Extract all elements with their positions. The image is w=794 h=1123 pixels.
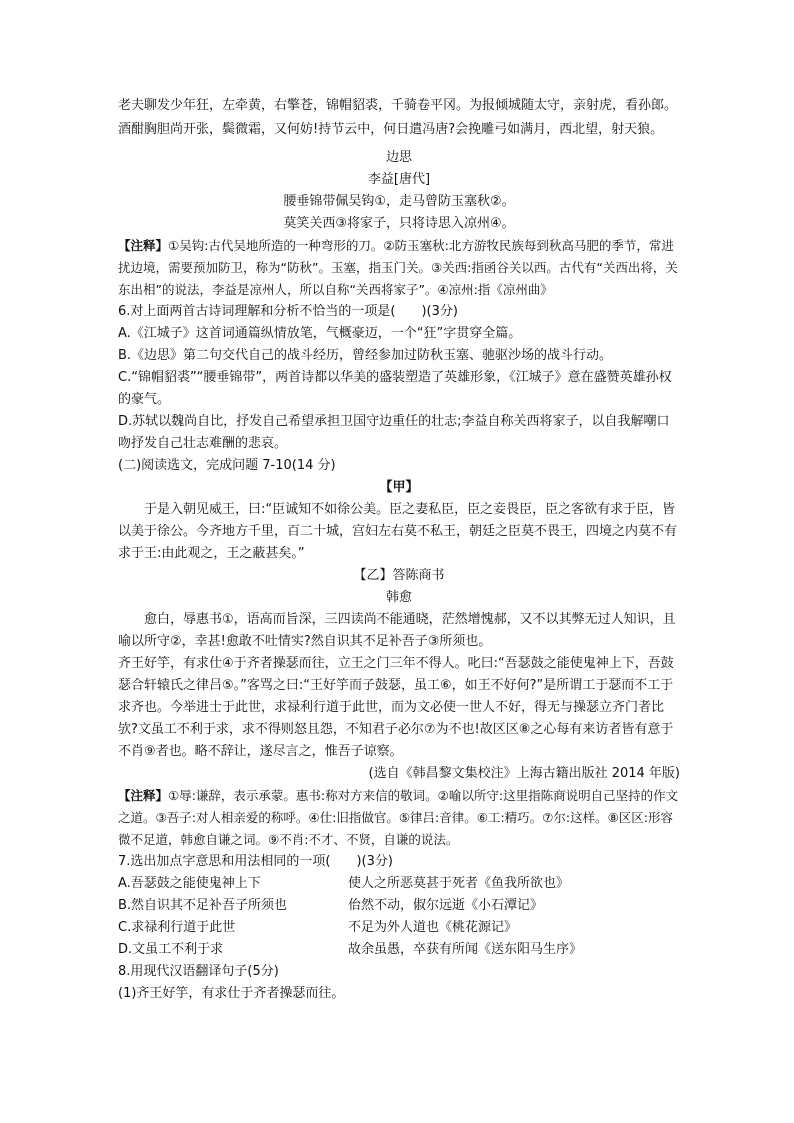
poem2-title: 边思 xyxy=(385,150,412,165)
note2 xyxy=(118,785,680,851)
q6-option-c: C.“锦帽貂裘”“腰垂锦带”，两首诗都以华美的盛装塑造了英雄形象，《江城子》意在盛赞英雄孙权的豪气。 xyxy=(118,370,672,407)
note1-text: ①吴钩:古代吴地所造的一种弯形的刀。②防玉塞秋:北方游牧民族每到秋高马肥的季节，常进扰边境，需要预加防卫，称为“防秋”。玉塞，指玉门关。③关西:指函谷关以西。古代有“关西出将，关东出相”的说法，李益是凉州人，所以自称“关西将家子”。④凉州:指《凉州曲》 xyxy=(118,238,678,297)
q7-option-b xyxy=(118,895,680,917)
q7-option-d-right: 故余虽愚，卒获有所闻《送东阳马生序》 xyxy=(348,942,583,957)
q7-option-d-left: D.文虽工不利于求 xyxy=(118,942,224,957)
q7-option-d xyxy=(118,939,680,961)
q8-stem: 8.用现代汉语翻译句子(5分) xyxy=(118,964,279,979)
q7-option-b-left: B.然自识其不足补吾子所须也 xyxy=(118,898,288,913)
q7-option-a xyxy=(118,873,680,895)
note1-tag: 【注释】 xyxy=(118,238,169,253)
note1 xyxy=(118,235,680,301)
poem2-line1: 腰垂锦带佩吴钩①，走马曾防玉塞秋②。 xyxy=(283,194,515,209)
jia-text: 于是入朝见威王，曰:“臣诚知不如徐公美。臣之妻私臣，臣之妾畏臣，臣之客欲有求于臣，皆以美于徐公。今齐地方千里，百二十城，宫妇左右莫不私王，朝廷之臣莫不畏王，四境之内莫不有求于王:由此观之，王之蔽甚矣。” xyxy=(118,502,678,561)
q7-option-a-left: A.吾瑟鼓之能使鬼神上下 xyxy=(118,876,261,891)
note2-tag: 【注释】 xyxy=(118,788,169,803)
poem2-line2: 莫笑关西③将家子，只将诗思入凉州④。 xyxy=(283,216,515,231)
q8-item1: (1)齐王好竽，有求仕于齐者操瑟而往。 xyxy=(118,986,345,1001)
q6-option-a: A.《江城子》这首词通篇纵情放笔，气概豪迈，一个“狂”字贯穿全篇。 xyxy=(118,326,522,341)
q7-option-c-right: 不足为外人道也《桃花源记》 xyxy=(348,920,518,935)
q7-option-c-left: C.求禄利行道于此世 xyxy=(118,920,236,935)
document-content xyxy=(118,95,680,1005)
yi-paragraph-2: 齐王好竽，有求仕④于齐者操瑟而往，立王之门三年不得人。叱曰:“吾瑟鼓之能使鬼神上下，吾鼓瑟合轩辕氏之律吕⑤。”客骂之曰:“王好竽而子鼓瑟，虽工⑥，如王不好何?”是所谓工于瑟而不工于求齐也。今举进士于此世，求禄利行道于此世，而为文必使一世人不好，得无与操瑟立齐门者比欤?文虽工不利于求，求不得则怒且怨，不知君子必尔⑦为不也!故区区⑧之心每有来访者皆有意于不肖⑨者也。略不辞让，遂尽言之，惟吾子谅察。 xyxy=(118,656,674,759)
poem1-line2: 酒酣胸胆尚开张，鬓微霜，又何妨!持节云中，何日遣冯唐?会挽雕弓如满月，西北望，射天狼。 xyxy=(118,122,664,137)
q6-stem: 6.对上面两首古诗词理解和分析不恰当的一项是( )(3分) xyxy=(118,304,458,319)
q7-option-b-right: 佁然不动，俶尔远逝《小石潭记》 xyxy=(348,898,544,913)
q7-option-a-right: 使人之所恶莫甚于死者《鱼我所欲也》 xyxy=(348,876,570,891)
yi-source: (选自《韩昌黎文集校注》上海古籍出版社 2014 年版) xyxy=(368,766,680,781)
jia-title: 【甲】 xyxy=(379,480,419,495)
yi-title: 【乙】答陈商书 xyxy=(353,568,445,583)
q7-stem: 7.选出加点字意思和用法相同的一项( )(3分) xyxy=(118,854,393,869)
q7-option-c xyxy=(118,917,680,939)
note2-text: ①辱:谦辞，表示承蒙。惠书:称对方来信的敬词。②喻以所守:这里指陈商说明自己坚持的作文之道。③吾子:对人相亲爱的称呼。④仕:旧指做官。⑤律吕:音律。⑥工:精巧。⑦尔:这样。⑧区区:形容微不足道，韩愈自谦之词。⑨不肖:不才、不贤，自谦的说法。 xyxy=(118,788,679,847)
yi-paragraph-1: 愈白，辱惠书①，语高而旨深，三四读尚不能通晓，茫然增愧郝，又不以其弊无过人知识，且喻以所守②，幸甚!愈敢不吐情实?然自识其不足补吾子③所须也。 xyxy=(118,612,676,649)
q6-option-b: B.《边思》第二句交代自己的战斗经历，曾经参加过防秋玉塞、驰驱沙场的战斗行动。 xyxy=(118,348,613,363)
section2-heading: (二)阅读选文，完成问题 7-10(14 分) xyxy=(118,458,336,473)
yi-author: 韩愈 xyxy=(385,590,412,605)
poem1-line1: 老夫聊发少年狂，左牵黄，右擎苍，锦帽貂裘，千骑卷平冈。为报倾城随太守，亲射虎，看孙郎。 xyxy=(118,98,678,113)
q6-option-d: D.苏轼以魏尚自比，抒发自己希望承担卫国守边重任的壮志;李益自称关西将家子，以自我解嘲口吻抒发自己壮志难酬的悲哀。 xyxy=(118,414,670,451)
poem2-author: 李益[唐代] xyxy=(367,172,431,187)
